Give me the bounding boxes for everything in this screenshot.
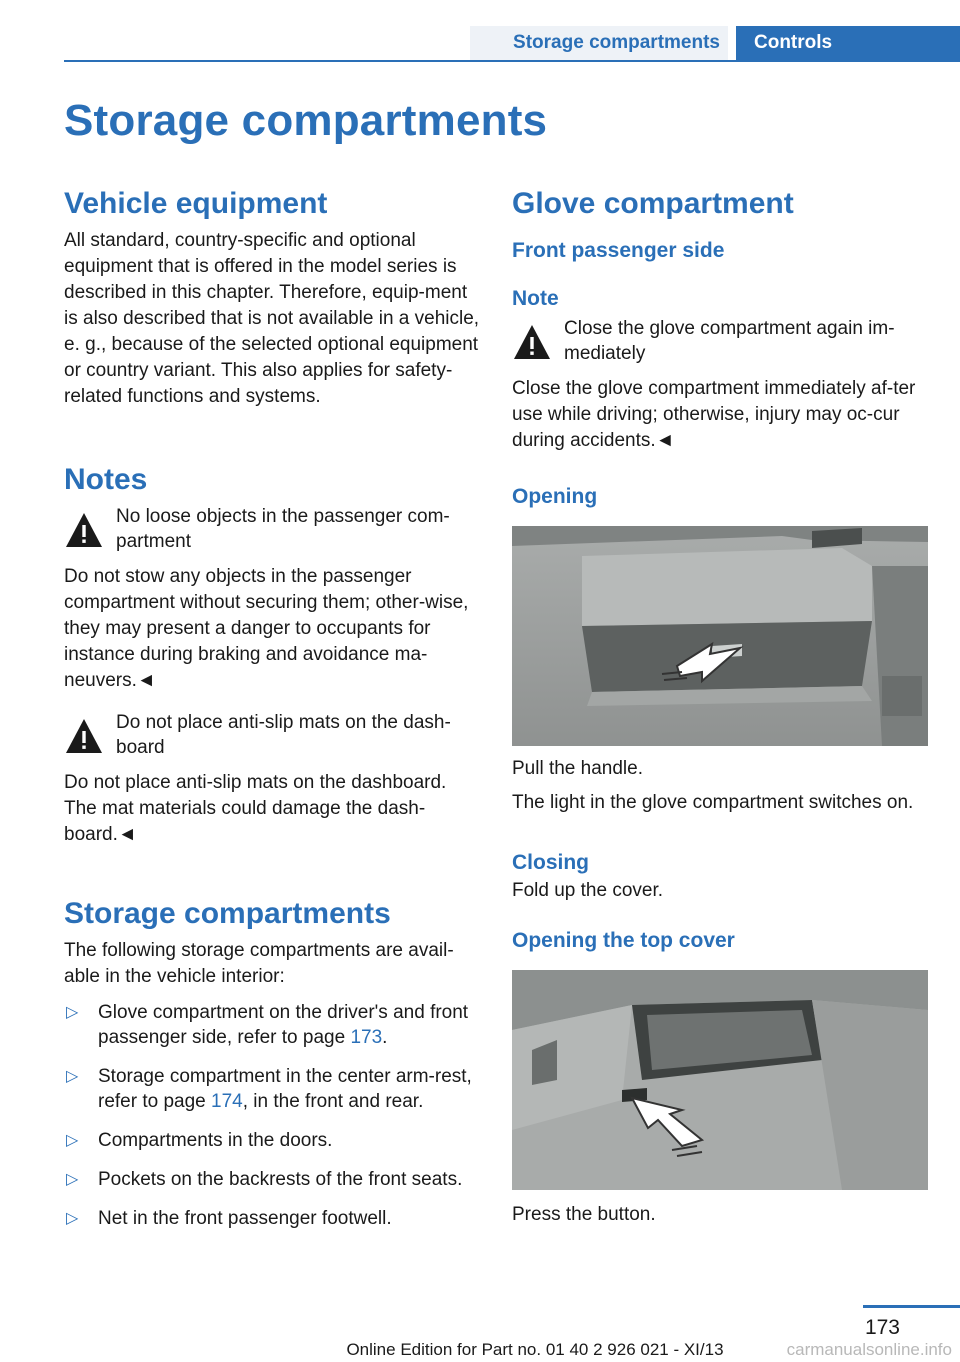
bullet-triangle-icon: ▷ xyxy=(66,1068,79,1085)
bullet-triangle-icon: ▷ xyxy=(66,1132,79,1149)
list-item: ▷ Pockets on the backrests of the front seats. xyxy=(66,1169,463,1190)
warning-text: Close the glove compartment immediately af-ter use while driving; otherwise, injury may oc-cur during accidents.◄ xyxy=(512,378,916,451)
opening-caption-handle: Pull the handle. xyxy=(512,758,643,779)
warning-text: Do not place anti-slip mats on the dashboard. The mat materials could damage the dash-board.◄ xyxy=(64,772,447,845)
header-chapter-title: Controls xyxy=(754,32,833,53)
warning-close-glove-compartment xyxy=(512,316,930,368)
warning-title: No loose objects in the passenger com-partment xyxy=(116,506,450,552)
storage-list xyxy=(64,1000,482,1231)
warning-loose-objects xyxy=(64,504,482,556)
running-header-section xyxy=(470,26,728,62)
heading-storage-compartments: Storage compartments xyxy=(64,897,391,930)
heading-glove-compartment: Glove compartment xyxy=(512,187,794,220)
header-rule xyxy=(64,60,960,62)
warning-title: Close the glove compartment again im-mediately xyxy=(564,318,895,364)
heading-front-passenger-side: Front passenger side xyxy=(512,239,725,262)
watermark: carmanualsonline.info xyxy=(786,1340,952,1359)
glove-compartment-handle-photo xyxy=(512,526,928,746)
heading-note: Note xyxy=(512,287,559,310)
heading-notes: Notes xyxy=(64,463,148,496)
opening-caption-light: The light in the glove compartment switches on. xyxy=(512,792,914,813)
header-section-title: Storage compartments xyxy=(513,32,720,53)
page-title: Storage compartments xyxy=(64,96,548,145)
list-item: ▷ Glove compartment on the driver's and front passenger side, refer to page 173. xyxy=(66,1002,469,1048)
list-item: ▷ Storage compartment in the center arm-rest, refer to page 174, in the front and rear. xyxy=(66,1066,472,1112)
vehicle-equipment-text: All standard, country-specific and optional equipment that is offered in the model series is described in this chapter. Therefore, equip-ment is also described that is not available in a vehicle, e. g., because of the selected optional equipment or country variant. This also applies for safety-related functions and systems. xyxy=(64,230,480,407)
page-link[interactable]: 174 xyxy=(211,1091,243,1112)
bullet-triangle-icon: ▷ xyxy=(66,1171,79,1188)
left-column xyxy=(64,180,482,1245)
warning-triangle-icon xyxy=(64,510,104,550)
heading-opening-top-cover: Opening the top cover xyxy=(512,929,735,952)
heading-vehicle-equipment: Vehicle equipment xyxy=(64,187,328,220)
warning-title: Do not place anti-slip mats on the dash-board xyxy=(116,712,451,758)
warning-text: Do not stow any objects in the passenger compartment without securing them; other-wise, they may present a danger to occupants for instance during braking and avoidance ma-neuvers.◄ xyxy=(64,566,469,691)
list-item: ▷ Net in the front passenger footwell. xyxy=(66,1208,392,1229)
running-header-chapter xyxy=(736,26,960,62)
bullet-triangle-icon: ▷ xyxy=(66,1210,79,1227)
storage-intro: The following storage compartments are avail-able in the vehicle interior: xyxy=(64,940,454,987)
page-link[interactable]: 173 xyxy=(350,1027,383,1048)
closing-text: Fold up the cover. xyxy=(512,880,664,901)
list-item: ▷ Compartments in the doors. xyxy=(66,1130,333,1151)
page-number: 173 xyxy=(864,1316,900,1339)
edition-line: Online Edition for Part no. 01 40 2 926 021 - XI/13 xyxy=(346,1340,724,1359)
footer-rule xyxy=(863,1305,960,1308)
right-column xyxy=(512,180,930,1228)
top-cover-caption: Press the button. xyxy=(512,1204,656,1225)
warning-triangle-icon xyxy=(64,716,104,756)
warning-anti-slip-mats xyxy=(64,710,482,762)
heading-closing: Closing xyxy=(512,851,589,874)
warning-triangle-icon xyxy=(512,322,552,362)
top-cover-button-photo xyxy=(512,970,928,1190)
bullet-triangle-icon: ▷ xyxy=(66,1004,79,1021)
heading-opening: Opening xyxy=(512,485,598,508)
